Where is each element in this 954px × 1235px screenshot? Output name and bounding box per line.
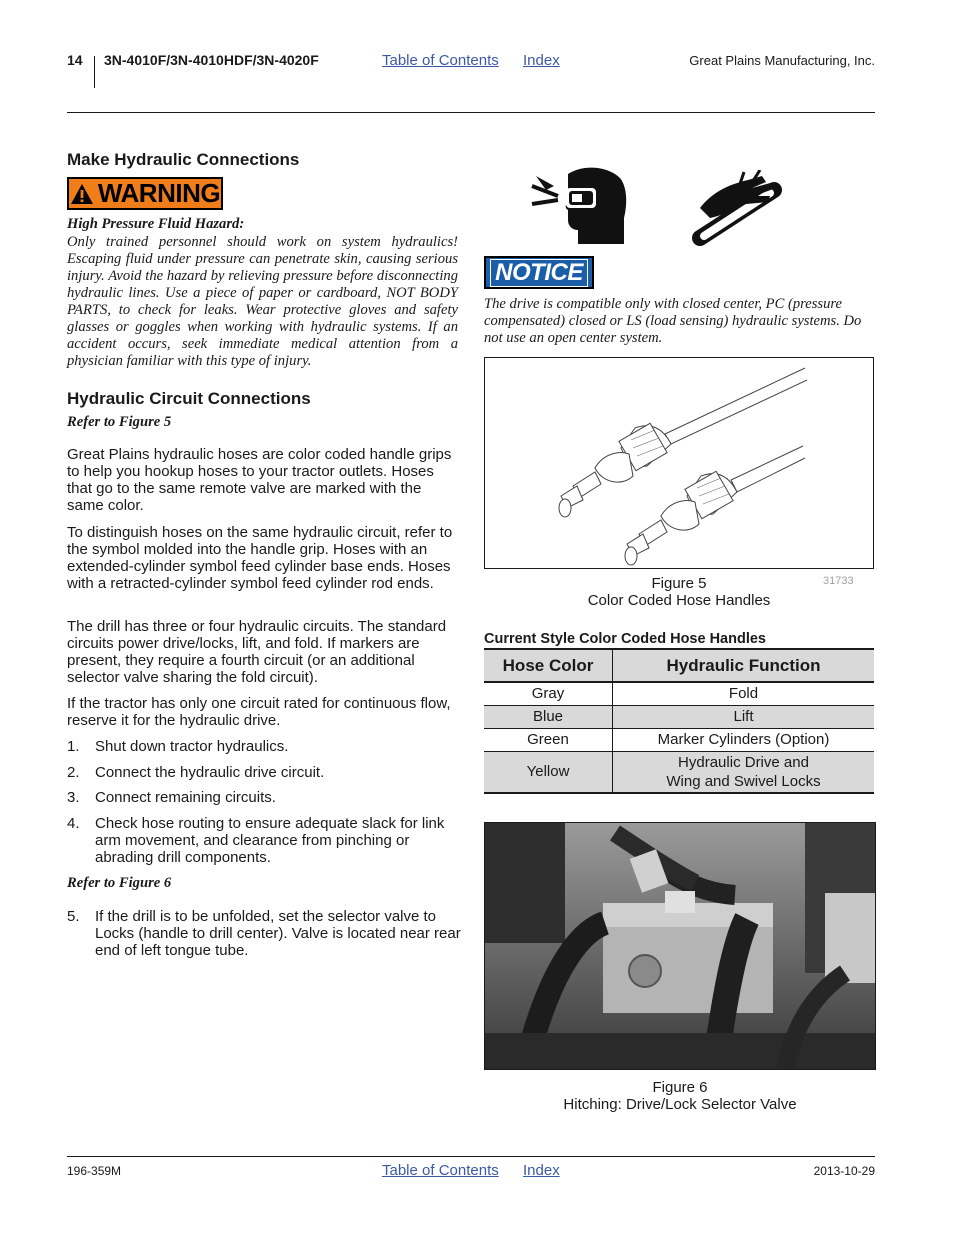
hose-color-cell: Green [484,728,613,751]
step-text: Connect the hydraulic drive circuit. [95,764,325,781]
hose-handles-drawing [485,358,873,568]
step-text: Connect remaining circuits. [95,789,276,806]
refer-figure-5: Refer to Figure 5 [67,414,172,430]
figure-5-image [484,357,874,569]
refer-figure-6: Refer to Figure 6 [67,875,172,891]
paragraph-continuous-flow: If the tractor has only one circuit rated for continuous flow, reserve it for the hydraulic drive. [67,695,451,729]
step-number: 3. [67,789,80,806]
table-title: Current Style Color Coded Hose Handles [484,631,766,647]
table-row [484,705,874,728]
step-text: Shut down tractor hydraulics. [95,738,289,755]
step-text: If the drill is to be unfolded, set the selector valve to Locks (handle to drill center). Valve is located near rear end of left tongue tube. [95,908,461,959]
step-number: 2. [67,764,80,781]
figure-6-number: Figure 6 [652,1079,708,1096]
hose-color-cell: Gray [484,682,613,705]
figure-5-caption [484,575,874,609]
page-number: 14 [67,52,83,68]
warning-triangle-icon [70,183,94,205]
model-title: 3N-4010F/3N-4010HDF/3N-4020F [104,52,319,68]
hand-injection-hazard-icon [690,170,782,246]
table-row [484,728,874,751]
hydraulic-function-cell: Lift [613,705,875,728]
header-toc-link[interactable]: Table of Contents [382,52,499,69]
paragraph-circuits: The drill has three or four hydraulic circuits. The standard circuits power drive/locks, lift, and fold. If markers are present, they require a fourth circuit (or an additional selector valve sharing the fold circuit). [67,618,447,686]
header-index-link[interactable]: Index [523,52,560,69]
step-item [67,764,462,781]
hydraulic-function-cell: Fold [613,682,875,705]
eye-protection-icon [528,166,628,244]
step-number: 4. [67,815,80,832]
function-line: Hydraulic Drive and [678,753,809,771]
step-text: Check hose routing to ensure adequate slack for link arm movement, and clearance from pinching or abrading drill components. [95,815,445,866]
figure-5-title: Color Coded Hose Handles [587,592,771,609]
function-line: Wing and Swivel Locks [666,772,821,790]
selector-valve-photo [485,823,875,1069]
header-rule [67,112,875,113]
table-row [484,682,874,705]
warning-badge [67,177,223,210]
step-item [67,789,462,806]
document-date: 2013-10-29 [813,1164,875,1178]
hazard-text: Only trained personnel should work on system hydraulics! Escaping fluid under pressure can penetrate skin, causing serious injury. Avoid the hazard by relieving pressure before disconnecting hydraulic lines. Use a piece of paper or cardboard, NOT BODY PARTS, to check for leaks. Wear protective gloves and safety glasses or goggles when working with hydraulic systems. If an accident occurs, seek immediate medical attention from a physician familiar with this type of injury. [67,234,458,369]
figure-6-photo [484,822,876,1070]
column-header-hose-color: Hose Color [484,649,613,682]
hose-color-cell: Yellow [484,751,613,793]
hydraulic-function-cell: Marker Cylinders (Option) [613,728,875,751]
document-number: 196-359M [67,1164,122,1178]
hydraulic-function-cell [613,751,875,793]
figure-6-title: Hitching: Drive/Lock Selector Valve [563,1096,797,1113]
footer-index-link[interactable]: Index [523,1162,560,1179]
hose-color-table [484,648,874,794]
figure-6-caption [484,1079,876,1113]
notice-badge [484,256,594,289]
notice-text: The drive is compatible only with closed center, PC (pressure compensated) closed or LS (load sensing) hydraulic systems. Do not use an open center system. [484,296,862,346]
table-row [484,751,874,793]
step-item [67,815,462,866]
footer-rule [67,1156,875,1157]
step-number: 5. [67,908,80,925]
step-item [67,908,462,959]
paragraph-distinguish: To distinguish hoses on the same hydraulic circuit, refer to the symbol molded into the handle grip. Hoses with an extended-cylinder symbol feed cylinder base ends. Hoses with a retracted-cylinder symbol feed cylinder rod ends. [67,524,453,592]
step-item [67,738,462,755]
notice-label: NOTICE [490,259,588,287]
footer-toc-link[interactable]: Table of Contents [382,1162,499,1179]
paragraph-color-coded: Great Plains hydraulic hoses are color coded handle grips to help you hookup hoses to your tractor outlets. Hoses that go to the same remote valve are marked with the same color. [67,446,452,514]
hazard-title: High Pressure Fluid Hazard: [67,216,245,232]
warning-label: WARNING [97,178,221,208]
step-number: 1. [67,738,80,755]
column-header-hydraulic-function: Hydraulic Function [613,649,875,682]
hose-color-cell: Blue [484,705,613,728]
section-title-circuit-connections: Hydraulic Circuit Connections [67,389,311,408]
figure-5-part-number: 31733 [823,575,854,587]
company-name: Great Plains Manufacturing, Inc. [689,53,875,68]
section-title-make-connections: Make Hydraulic Connections [67,150,300,169]
header-divider [94,56,95,88]
figure-5-number: Figure 5 [651,575,707,592]
